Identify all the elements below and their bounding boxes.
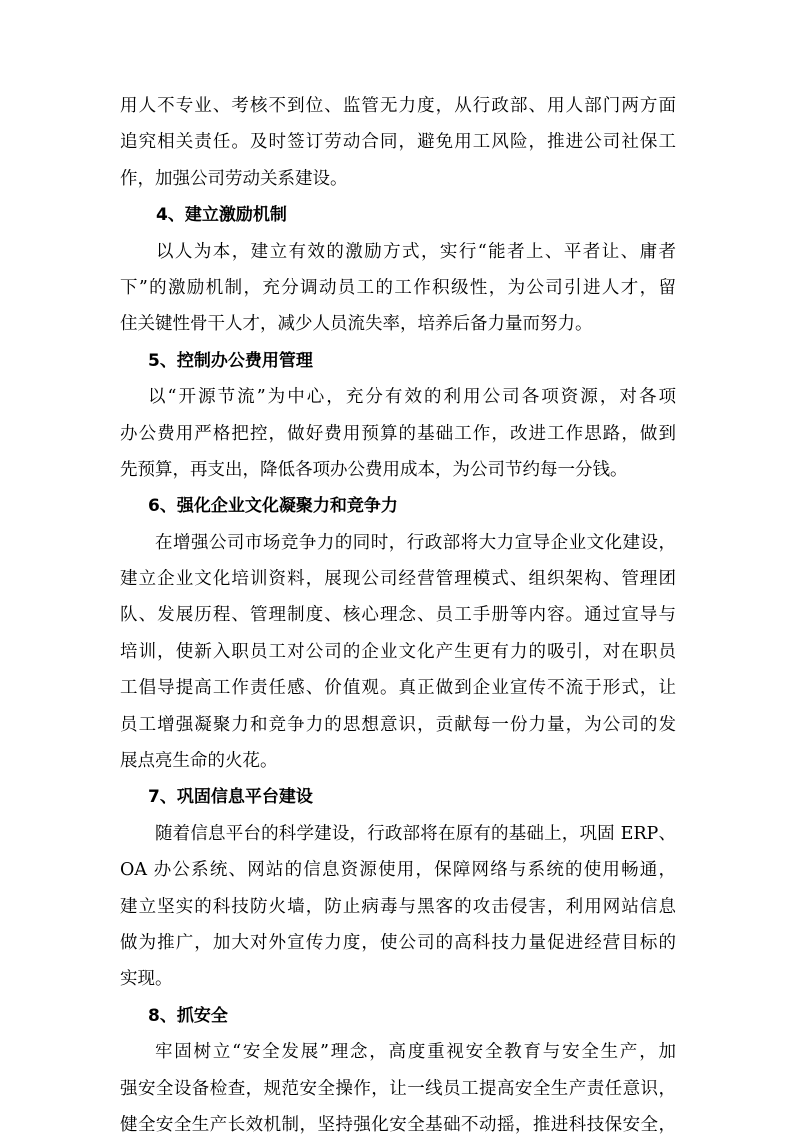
paragraph-line: 用人不专业、考核不到位、监管无力度，从行政部、用人部门两方面 <box>120 96 676 116</box>
paragraph-line: 以人为本，建立有效的激励方式，实行“能者上、平者让、庸者 <box>156 241 676 262</box>
paragraph-line: 追究相关责任。及时签订劳动合同，避免用工风险，推进公司社保工 <box>120 132 676 153</box>
paragraph-line: OA 办公系统、网站的信息资源使用，保障网络与系统的使用畅通， <box>120 860 676 881</box>
paragraph-line: 培训，使新入职员工对公司的企业文化产生更有力的吸引，对在职员 <box>120 641 676 662</box>
paragraph-line: 强安全设备检查，规范安全操作，让一线员工提高安全生产责任意识， <box>120 1078 676 1099</box>
paragraph-line: 办公费用严格把控，做好费用预算的基础工作，改进工作思路，做到 <box>120 423 676 444</box>
paragraph-line: 工倡导提高工作责任感、价值观。真正做到企业宣传不流于形式，让 <box>120 678 676 699</box>
paragraph-line: 牢固树立“安全发展”理念，高度重视安全教育与安全生产，加 <box>155 1042 676 1063</box>
paragraph-line: 员工增强凝聚力和竞争力的思想意识，贡献每一份力量，为公司的发 <box>120 714 676 735</box>
paragraph-line: 以“开源节流”为中心，充分有效的利用公司各项资源，对各项 <box>148 387 676 408</box>
paragraph-line: 先预算，再支出，降低各项办公费用成本，为公司节约每一分钱。 <box>120 459 628 480</box>
paragraph-line: 做为推广，加大对外宣传力度，使公司的高科技力量促进经营目标的 <box>120 932 676 953</box>
paragraph-line: 作，加强公司劳动关系建设。 <box>120 168 348 189</box>
section-heading: 6、强化企业文化凝聚力和竞争力 <box>148 496 398 517</box>
paragraph-line: 在增强公司市场竞争力的同时，行政部将大力宣导企业文化建设， <box>155 532 676 553</box>
paragraph-line: 队、发展历程、管理制度、核心理念、员工手册等内容。通过宣导与 <box>120 605 676 626</box>
paragraph-line: 展点亮生命的火花。 <box>120 751 278 772</box>
paragraph-line: 实现。 <box>120 969 173 990</box>
paragraph-line: 建立坚实的科技防火墙，防止病毒与黑客的攻击侵害，利用网站信息 <box>120 896 676 917</box>
paragraph-line: 住关键性骨干人才，减少人员流失率，培养后备力量而努力。 <box>120 314 593 335</box>
paragraph-line: 下”的激励机制，充分调动员工的工作积级性，为公司引进人才，留 <box>120 277 676 298</box>
section-heading: 7、巩固信息平台建设 <box>148 787 313 808</box>
document-page <box>120 88 676 1143</box>
paragraph-line: 健全安全生产长效机制，坚持强化安全基础不动摇，推进科技保安全， <box>120 1114 676 1135</box>
section-heading: 4、建立激励机制 <box>156 205 287 226</box>
paragraph-line: 建立企业文化培训资料，展现公司经营管理模式、组织架构、管理团 <box>120 569 676 590</box>
section-heading: 8、抓安全 <box>148 1005 228 1026</box>
section-heading: 5、控制办公费用管理 <box>148 350 313 371</box>
paragraph-line: 随着信息平台的科学建设，行政部将在原有的基础上，巩固 ERP、 <box>155 823 676 844</box>
